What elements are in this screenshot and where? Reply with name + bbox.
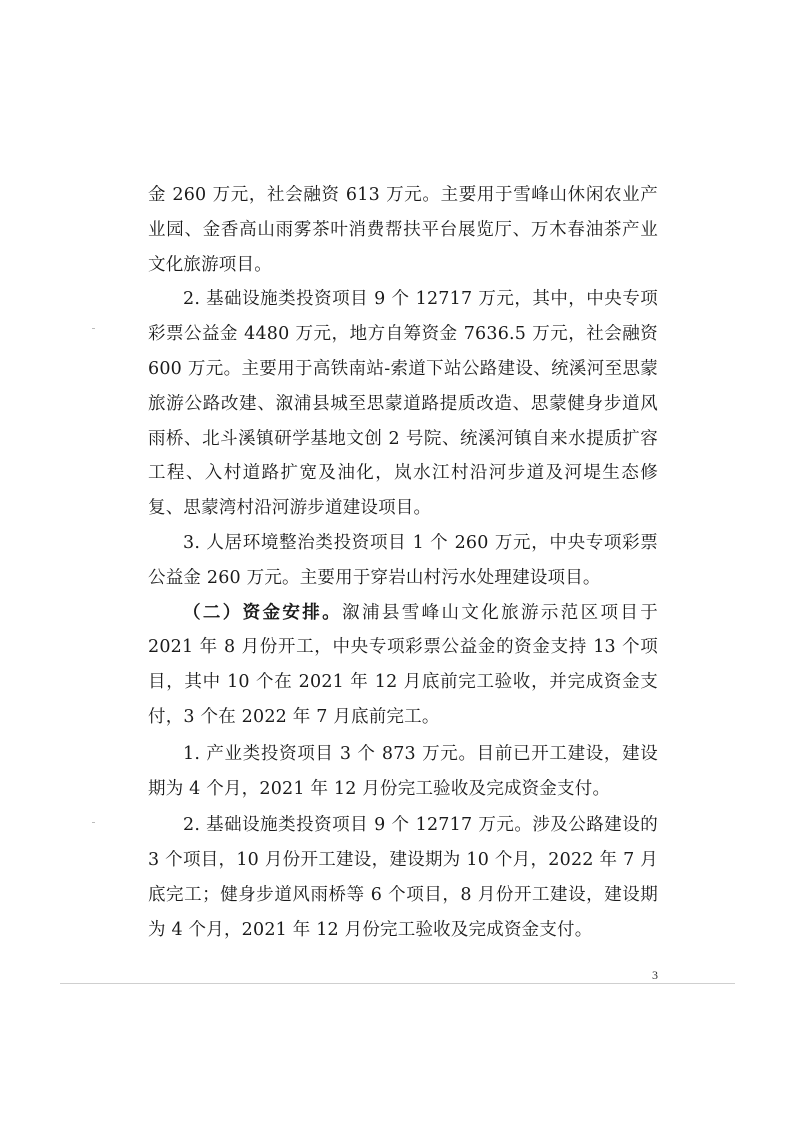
paragraph-infrastructure-investment: 2. 基础设施类投资项目 9 个 12717 万元，其中，中央专项彩票公益金 4480 万元，地方自筹资金 7636.5 万元，社会融资 600 万元。主要用于高铁南站-索道下站公路建设、统溪河至思蒙旅游公路改建、溆浦县城至思蒙道路提质改造、思蒙健身步道风雨桥、北斗溪镇研学基地文创 2 号院、统溪河镇自来水提质扩容工程、入村道路扩宽及油化，岚水江村沿河步道及河堤生态修复、思蒙湾村沿河游步道建设项目。 [148, 289, 658, 519]
body-text [148, 178, 658, 948]
paragraph-infrastructure-schedule: 2. 基础设施类投资项目 9 个 12717 万元。涉及公路建设的 3 个项目，10 月份开工建设，建设期为 10 个月，2022 年 7 月底完工；健身步道风雨桥等 6 个项目，8 月份开工建设，建设期为 4 个月，2021 年 12 月份完工验收及完成资金支付。 [148, 815, 658, 940]
paragraph-environment-investment: 3. 人居环境整治类投资项目 1 个 260 万元，中央专项彩票公益金 260 万元。主要用于穿岩山村污水处理建设项目。 [148, 532, 658, 588]
paragraph-industry-schedule: 1. 产业类投资项目 3 个 873 万元。目前已开工建设，建设期为 4 个月，2021 年 12 月份完工验收及完成资金支付。 [148, 743, 658, 799]
scan-speck [92, 328, 95, 329]
paragraph-funding-arrangement [148, 596, 658, 735]
section-text: 溆浦县雪峰山文化旅游示范区项目于 2021 年 8 月份开工，中央专项彩票公益金的资金支持 13 个项目，其中 10 个在 2021 年 12 月底前完工验收，并完成资金支付，3 个在 2022 年 7 月底前完工。 [148, 602, 658, 727]
footer-rule [60, 983, 735, 984]
paragraph-funding-continued: 金 260 万元，社会融资 613 万元。主要用于雪峰山休闲农业产业园、金香高山雨雾茶叶消费帮扶平台展览厅、万木春油茶产业文化旅游项目。 [148, 185, 658, 275]
page-number: 3 [652, 968, 658, 982]
scan-speck [92, 822, 95, 823]
section-heading: （二）资金安排。 [183, 602, 343, 623]
